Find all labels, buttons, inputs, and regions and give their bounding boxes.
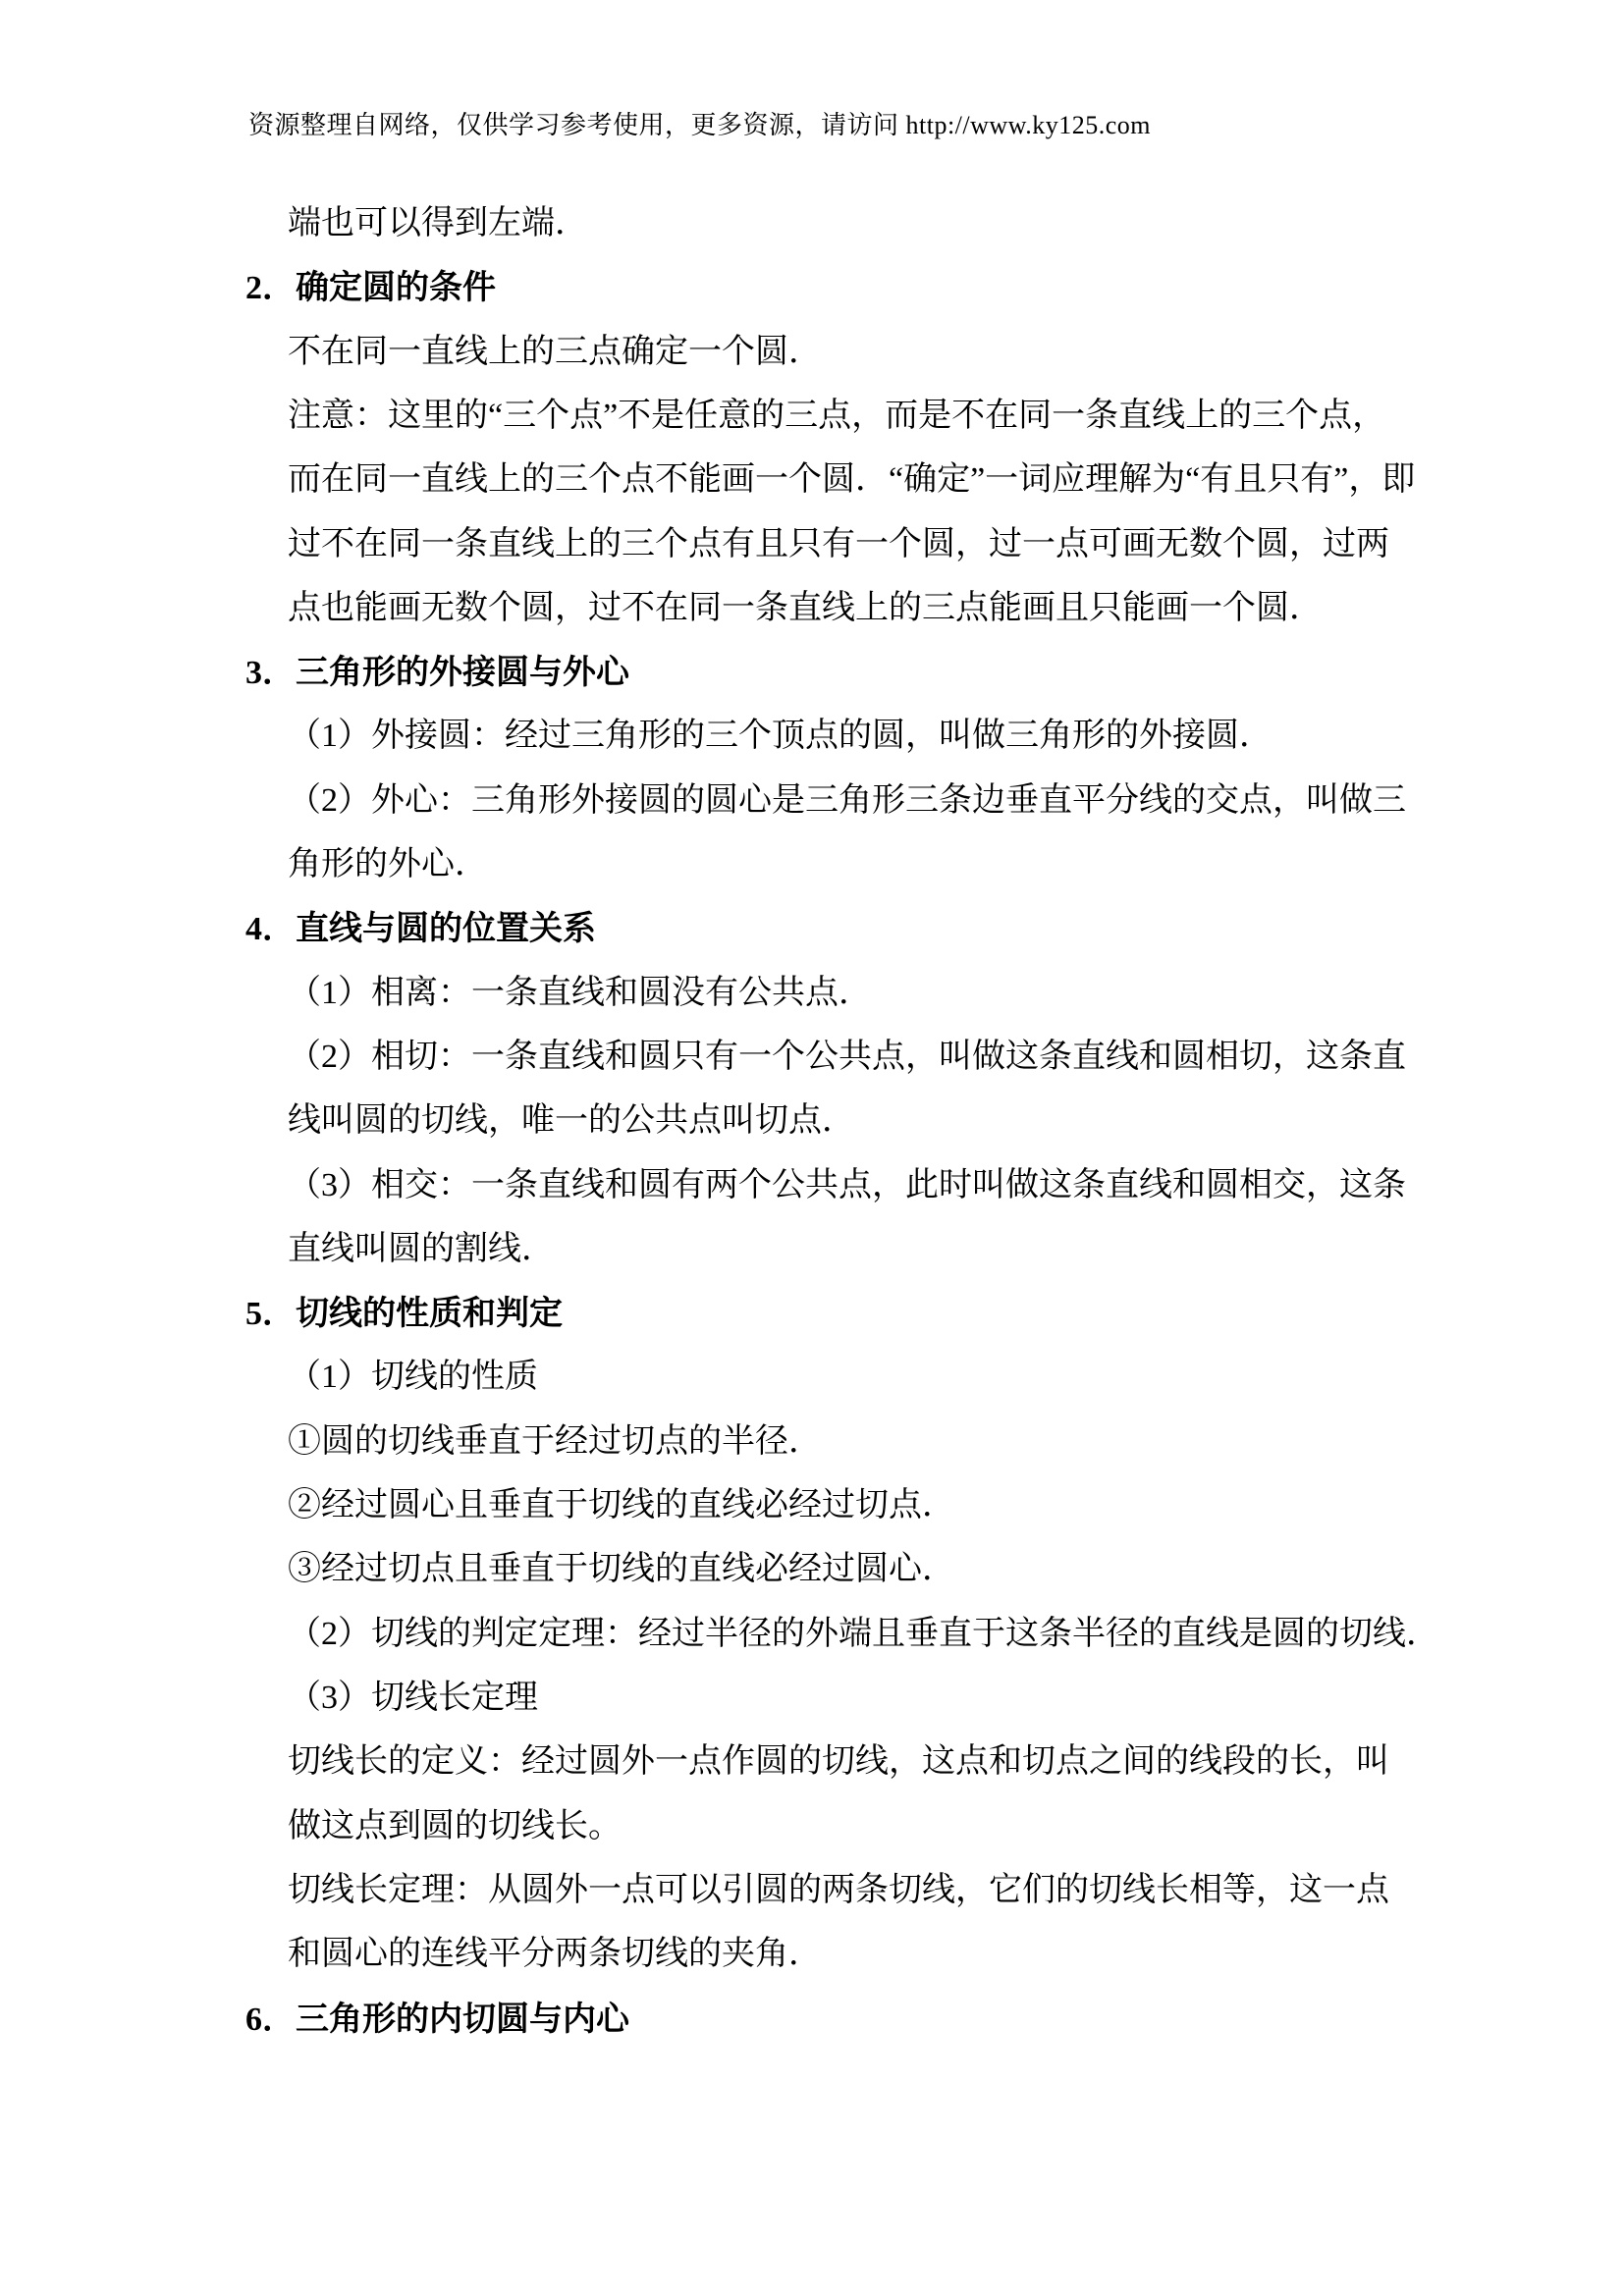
text-line: 点也能画无数个圆，过不在同一条直线上的三点能画且只能画一个圆．	[288, 590, 1323, 626]
text-line: （1）相离：一条直线和圆没有公共点．	[288, 975, 872, 1011]
text-line: 注意：这里的“三个点”不是任意的三点，而是不在同一条直线上的三个点，	[288, 398, 1386, 434]
text-line: ③经过切点且垂直于切线的直线必经过圆心．	[288, 1551, 955, 1587]
text-line: 切线长的定义：经过圆外一点作圆的切线，这点和切点之间的线段的长，叫	[288, 1743, 1389, 1780]
text-line: 直线叫圆的割线．	[288, 1231, 555, 1267]
heading-text: 切线的性质和判定	[296, 1295, 563, 1332]
heading-number: 3．	[245, 655, 296, 691]
text-line: 不在同一直线上的三点确定一个圆．	[288, 334, 822, 370]
heading-text: 直线与圆的位置关系	[296, 910, 596, 947]
text-line: 角形的外心．	[288, 846, 488, 882]
text-line: ②经过圆心且垂直于切线的直线必经过切点．	[288, 1487, 955, 1523]
text-line: （2）外心：三角形外接圆的圆心是三角形三条边垂直平分线的交点，叫做三	[288, 782, 1406, 819]
text-line: （2）切线的判定定理：经过半径的外端且垂直于这条半径的直线是圆的切线．	[288, 1616, 1439, 1652]
heading-number: 4．	[245, 911, 296, 947]
text-line: 切线长定理：从圆外一点可以引圆的两条切线，它们的切线长相等，这一点	[288, 1872, 1389, 1908]
text-line: ①圆的切线垂直于经过切点的半径．	[288, 1423, 822, 1460]
section-heading	[245, 653, 629, 693]
text-line: 和圆心的连线平分两条切线的夹角．	[288, 1936, 822, 1972]
text-line: （2）相切：一条直线和圆只有一个公共点，叫做这条直线和圆相切，这条直	[288, 1039, 1406, 1075]
text-line: 端也可以得到左端．	[288, 205, 588, 241]
text-line: （3）切线长定理	[288, 1680, 538, 1716]
text-line: （1）外接圆：经过三角形的三个顶点的圆，叫做三角形的外接圆．	[288, 718, 1272, 754]
heading-text: 三角形的外接圆与外心	[296, 654, 629, 691]
heading-number: 6．	[245, 2002, 296, 2038]
heading-number: 5．	[245, 1296, 296, 1332]
text-line: 而在同一直线上的三个点不能画一个圆．“确定”一词应理解为“有且只有”，即	[288, 461, 1416, 498]
heading-number: 2．	[245, 270, 296, 306]
section-heading	[245, 268, 496, 308]
text-line: 过不在同一条直线上的三个点有且只有一个圆，过一点可画无数个圆，过两	[288, 526, 1389, 562]
text-line: （1）切线的性质	[288, 1359, 538, 1395]
heading-text: 确定圆的条件	[296, 269, 496, 306]
section-heading	[245, 909, 596, 949]
header-note: 资源整理自网络，仅供学习参考使用，更多资源，请访问 http://www.ky125.com	[248, 111, 1152, 139]
heading-text: 三角形的内切圆与内心	[296, 2001, 629, 2038]
section-heading	[245, 2000, 629, 2040]
text-line: 做这点到圆的切线长。	[288, 1808, 622, 1844]
section-heading	[245, 1294, 563, 1334]
text-line: （3）相交：一条直线和圆有两个公共点，此时叫做这条直线和圆相交，这条	[288, 1167, 1406, 1203]
text-line: 线叫圆的切线，唯一的公共点叫切点．	[288, 1102, 855, 1139]
